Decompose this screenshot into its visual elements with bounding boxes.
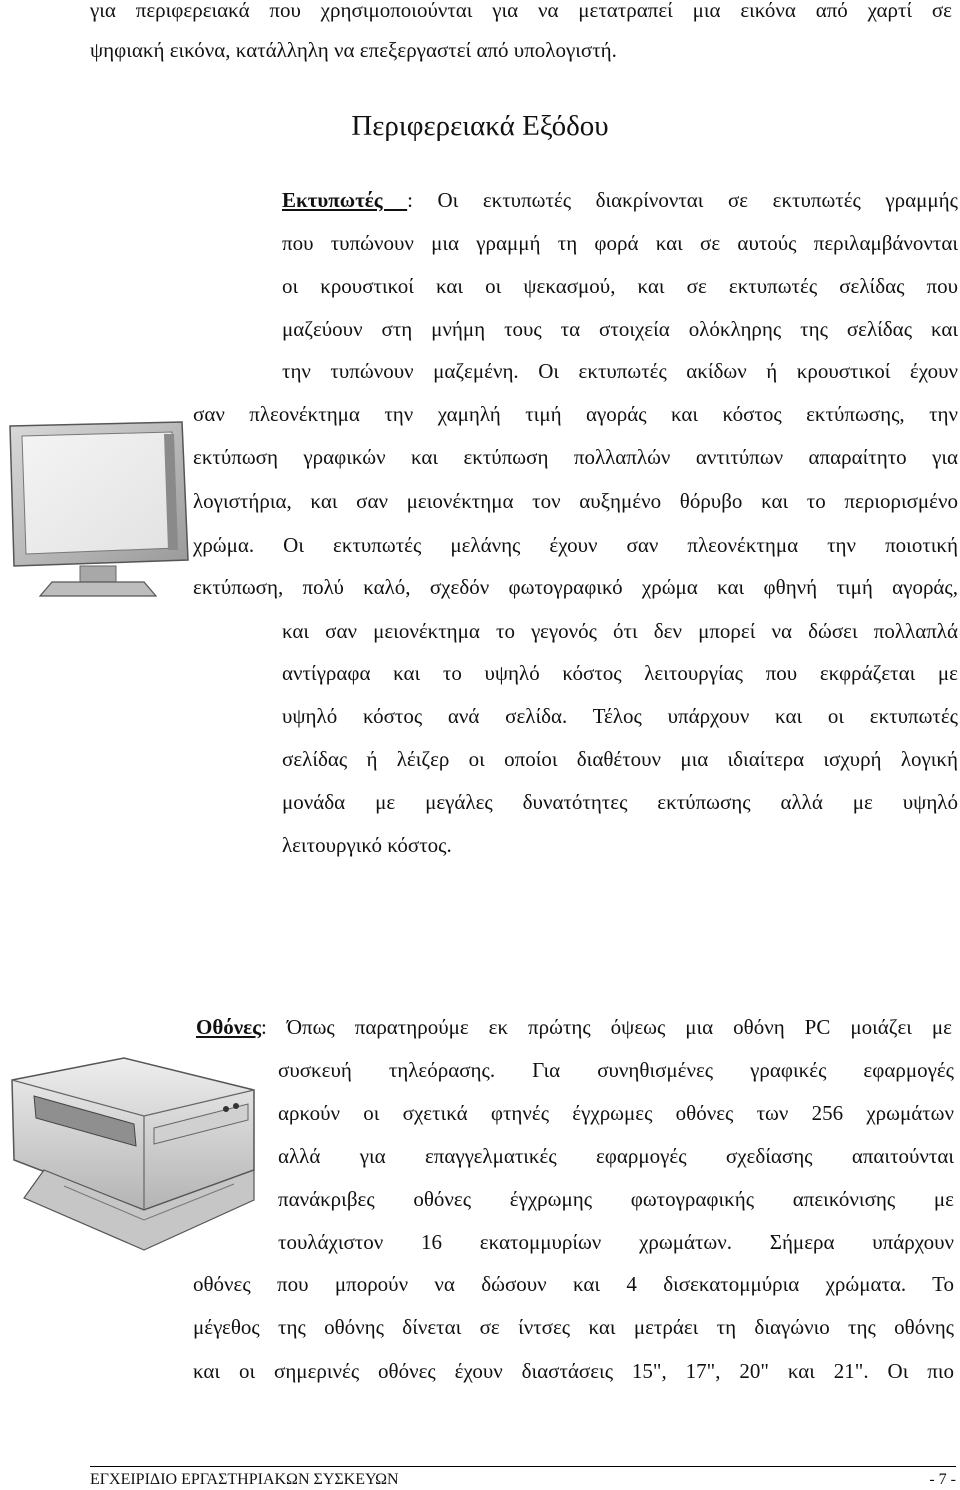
footer-title: ΕΓΧΕΙΡΙΔΙΟ ΕΡΓΑΣΤΗΡΙΑΚΩΝ ΣΥΣΚΕΥΩΝ <box>90 1471 399 1488</box>
printers-line: χρώμα. Οι εκτυπωτές μελάνης έχουν σαν πλεονέκτημα την ποιοτική <box>193 533 958 557</box>
printers-line: μαζεύουν στη μνήμη τους τα στοιχεία ολόκληρης της σελίδας και <box>282 317 958 341</box>
printers-first-line-text: : Οι εκτυπωτές διακρίνονται σε εκτυπωτές γραμμής <box>407 188 958 212</box>
monitors-first-line-text: : Όπως παρατηρούμε εκ πρώτης όψεως μια οθόνη PC μοιάζει με <box>261 1015 952 1039</box>
printers-line: μονάδα με μεγάλες δυνατότητες εκτύπωσης αλλά με υψηλό <box>282 790 958 814</box>
section-title: Περιφερειακά Εξόδου <box>351 110 609 142</box>
printers-line: εκτύπωση, πολύ καλό, σχεδόν φωτογραφικό χρώμα και φθηνή τιμή αγοράς, <box>193 575 958 599</box>
printers-line: εκτύπωση γραφικών και εκτύπωση πολλαπλών αντιτύπων απαραίτητο για <box>193 445 958 469</box>
monitors-line: και οι σημερινές οθόνες έχουν διαστάσεις 15", 17", 20" και 21". Οι πιο <box>193 1359 954 1383</box>
printers-line: σαν πλεονέκτημα την χαμηλή τιμή αγοράς και κόστος εκτύπωσης, την <box>193 402 958 426</box>
monitors-line: οθόνες που μπορούν να δώσουν και 4 δισεκατομμύρια χρώματα. Το <box>193 1272 954 1296</box>
monitors-term: Οθόνες <box>196 1015 262 1039</box>
monitors-first-line <box>196 1013 952 1041</box>
printers-line: λειτουργικό κόστος. <box>282 833 452 857</box>
printers-line: υψηλό κόστος ανά σελίδα. Τέλος υπάρχουν και οι εκτυπωτές <box>282 704 958 728</box>
intro-line: για περιφερειακά που χρησιμοποιούνται για να μετατραπεί μια εικόνα από χαρτί σε <box>90 0 952 22</box>
printers-term: Εκτυπωτές <box>282 188 408 212</box>
monitors-line: αρκούν οι σχετικά φτηνές έγχρωμες οθόνες των 256 χρωμάτων <box>278 1101 954 1125</box>
printers-first-line <box>282 186 958 214</box>
monitors-line: μέγεθος της οθόνης δίνεται σε ίντσες και μετράει τη διαγώνιο της οθόνης <box>193 1315 954 1339</box>
printers-line: λογιστήρια, και σαν μειονέκτημα τον αυξημένο θόρυβο και το περιορισμένο <box>193 489 958 513</box>
printers-line: σελίδας ή λέιζερ οι οποίοι διαθέτουν μια ιδιαίτερα ισχυρή λογική <box>282 747 958 771</box>
monitors-line: συσκευή τηλεόρασης. Για συνηθισμένες γραφικές εφαρμογές <box>278 1058 954 1082</box>
printers-line: και σαν μειονέκτημα το γεγονός ότι δεν μπορεί να δώσει πολλαπλά <box>282 619 958 643</box>
monitors-line: πανάκριβες οθόνες έγχρωμης φωτογραφικής απεικόνισης με <box>278 1187 954 1211</box>
page-footer <box>90 1466 956 1490</box>
page-number: - 7 - <box>929 1471 956 1488</box>
printers-line: που τυπώνουν μια γραμμή τη φορά και σε αυτούς περιλαμβάνονται <box>282 231 958 255</box>
monitors-line: τουλάχιστον 16 εκατομμυρίων χρωμάτων. Σήμερα υπάρχουν <box>278 1230 954 1254</box>
printers-line: την τυπώνουν μαζεμένη. Οι εκτυπωτές ακίδων ή κρουστικοί έχουν <box>282 359 958 383</box>
intro-line: ψηφιακή εικόνα, κατάλληλη να επεξεργαστεί από υπολογιστή. <box>90 38 617 62</box>
monitors-line: αλλά για επαγγελματικές εφαρμογές σχεδίασης απαιτούνται <box>278 1144 954 1168</box>
monitor-image <box>4 420 192 600</box>
printers-line: οι κρουστικοί και οι ψεκασμού, και σε εκτυπωτές σελίδας που <box>282 274 958 298</box>
printer-image <box>4 1050 266 1260</box>
printers-line: αντίγραφα και το υψηλό κόστος λειτουργίας που εκφράζεται με <box>282 661 958 685</box>
